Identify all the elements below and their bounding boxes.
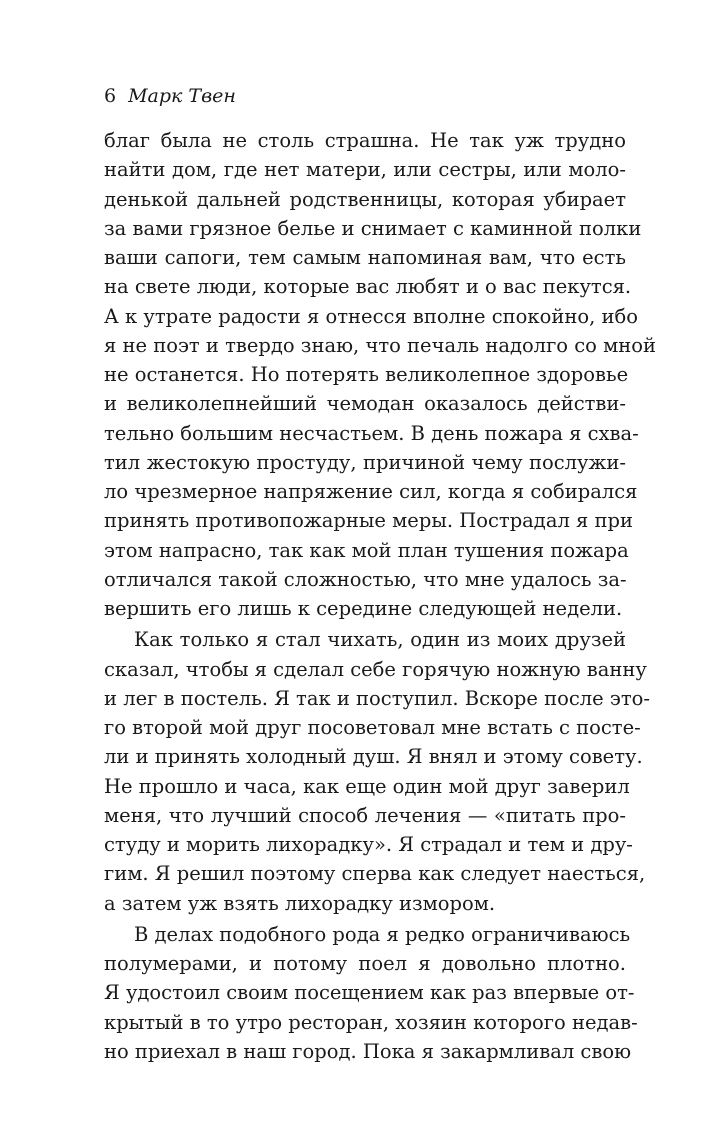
running-head [104, 84, 236, 108]
text-line: за вами грязное белье и снимает с каминной полки [104, 216, 642, 240]
text-line: не останется. Но потерять великолепное здоровье [104, 363, 629, 386]
text-line: и великолепнейший чемодан оказалось действи- [104, 392, 626, 416]
text-line: ваши сапоги, тем самым напоминая вам, что есть [104, 246, 626, 269]
text-line: В делах подобного рода я редко ограничиваюсь [134, 922, 631, 946]
paragraph-1 [104, 126, 656, 623]
text-line: Не прошло и часа, как еще один мой друг заверил [104, 774, 630, 798]
text-line: а затем уж взять лихорадку измором. [104, 891, 496, 915]
text-line: гим. Я решил поэтому сперва как следует наесться, [104, 862, 646, 886]
text-line: крытый в то утро ресторан, хозяин которого недав- [104, 1010, 638, 1034]
author-name: Марк Твен [128, 85, 236, 107]
text-line: сказал, чтобы я сделал себе горячую ножную ванну [104, 657, 647, 681]
body-text [104, 126, 656, 1066]
text-line: ли и принять холодный душ. Я внял и этому совету. [104, 745, 643, 769]
text-line: найти дом, где нет матери, или сестры, или моло- [104, 158, 626, 182]
paragraph-3 [104, 920, 638, 1066]
text-line: вершить его лишь к середине следующей недели. [104, 597, 623, 620]
text-line: Как только я стал чихать, один из моих друзей [134, 628, 626, 652]
text-line: на свете люди, которые вас любят и о вас пекутся. [104, 275, 632, 299]
page-number: 6 [104, 85, 117, 107]
text-line: полумерами, и потому поел я довольно плотно. [104, 952, 626, 975]
text-line: тил жестокую простуду, причиной чему послужи- [104, 450, 626, 474]
text-line: принять противопожарные меры. Пострадал я при [104, 509, 634, 533]
text-line: но приехал в наш город. Пока я закармливал свою [104, 1039, 632, 1063]
text-line: А к утрате радости я отнесся вполне спокойно, ибо [104, 304, 638, 328]
text-line: денькой дальней родственницы, которая убирает [104, 187, 626, 211]
text-line: отличался такой сложностью, что мне удалось за- [104, 567, 627, 591]
text-line: и лег в постель. Я так и поступил. Вскоре после это- [104, 686, 650, 710]
text-line: благ была не столь страшна. Не так уж трудно [104, 129, 626, 152]
text-line: студу и морить лихорадку». Я страдал и тем и дру- [104, 833, 633, 856]
text-line: го второй мой друг посоветовал мне встать с посте- [104, 716, 641, 739]
text-line: ло чрезмерное напряжение сил, когда я собирался [104, 480, 638, 503]
paragraph-2 [104, 625, 650, 918]
text-line: меня, что лучший способ лечения — «питать про- [104, 803, 626, 827]
text-line: Я удостоил своим посещением как раз впервые от- [104, 981, 635, 1005]
text-line: я не поэт и твердо знаю, что печаль надолго со мной [104, 333, 656, 357]
text-line: тельно большим несчастьем. В день пожара я схва- [104, 421, 639, 445]
text-line: этом напрасно, так как мой план тушения пожара [104, 538, 629, 562]
